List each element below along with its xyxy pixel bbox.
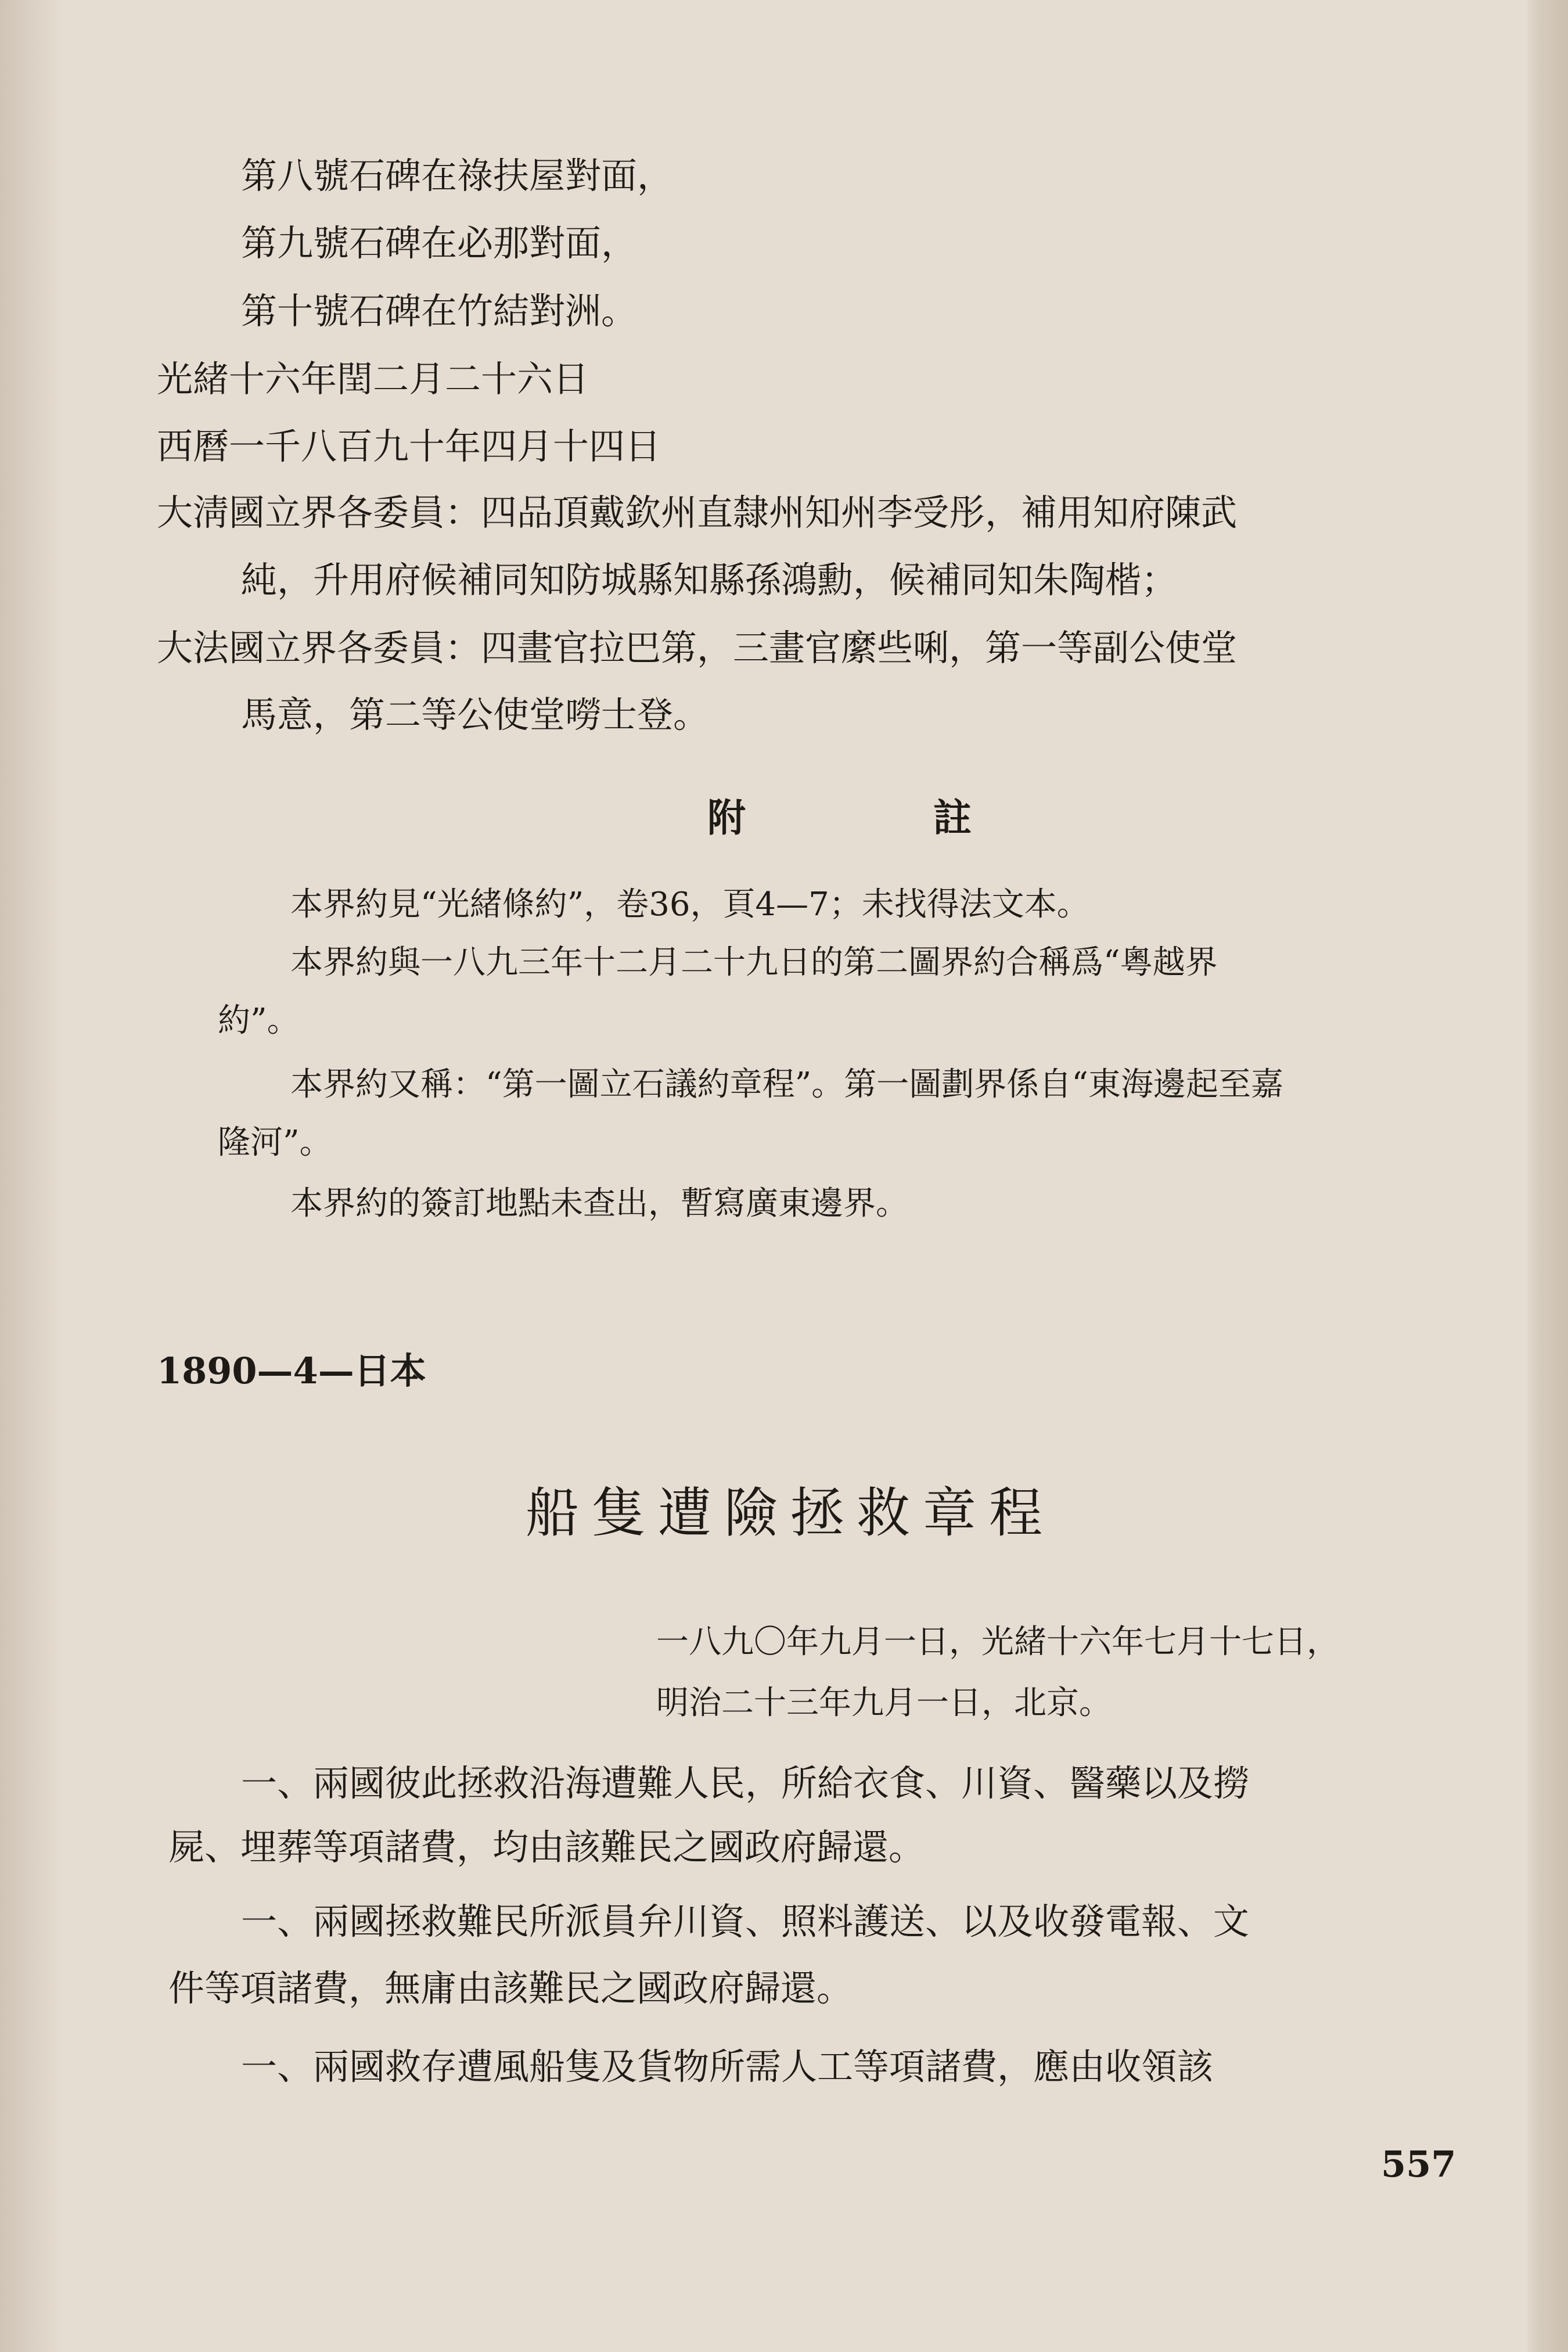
date-line: 西曆一千八百九十年四月十四日 bbox=[157, 425, 661, 467]
page-number: 557 bbox=[1381, 2143, 1456, 2185]
article-line: 屍、埋葬等項諸費，均由該難民之國政府歸還。 bbox=[168, 1826, 925, 1868]
facing-page-shadow bbox=[0, 0, 64, 2352]
note-line: 本界約又稱：“第一圖立石議約章程”。第一圖劃界係自“東海邊起至嘉 bbox=[290, 1066, 1283, 1103]
note-line: 隆河”。 bbox=[218, 1124, 332, 1161]
note-line: 約”。 bbox=[218, 1002, 300, 1040]
article-line: 件等項諸費，無庸由該難民之國政府歸還。 bbox=[168, 1967, 853, 2009]
text-line: 第十號石碑在竹結對洲。 bbox=[241, 290, 638, 332]
treaty-date-line: 明治二十三年九月一日，北京。 bbox=[656, 1684, 1112, 1722]
date-line: 光緒十六年閏二月二十六日 bbox=[157, 358, 589, 400]
article-line: 一、兩國彼此拯救沿海遭難人民，所給衣食、川資、醫藥以及撈 bbox=[241, 1762, 1250, 1804]
treaty-date-line: 一八九〇年九月一日，光緒十六年七月十七日， bbox=[656, 1623, 1339, 1661]
note-line: 本界約的簽訂地點未查出，暫寫廣東邊界。 bbox=[290, 1185, 908, 1222]
text-line: 第九號石碑在必那對面， bbox=[241, 222, 638, 264]
notes-heading: 附 註 bbox=[707, 795, 1059, 840]
note-line: 本界約見“光緒條約”，卷36，頁4—7；未找得法文本。 bbox=[290, 886, 1089, 923]
article-line: 一、兩國拯救難民所派員弁川資、照料護送、以及收發電報、文 bbox=[241, 1900, 1250, 1943]
article-line: 一、兩國救存遭風船隻及貨物所需人工等項諸費，應由收領該 bbox=[241, 2045, 1214, 2088]
text-line: 大法國立界各委員：四畫官拉巴第，三畫官縻些唎，第一等副公使堂 bbox=[157, 627, 1238, 669]
text-line: 大淸國立界各委員：四品頂戴欽州直隸州知州李受彤，補用知府陳武 bbox=[157, 491, 1238, 534]
book-binding-edge bbox=[1527, 0, 1568, 2352]
text-line: 純，升用府候補同知防城縣知縣孫鴻勳，候補同知朱陶楷； bbox=[241, 559, 1178, 601]
note-line: 本界約與一八九三年十二月二十九日的第二圖界約合稱爲“粵越界 bbox=[290, 944, 1218, 981]
section-code: 1890—4—日本 bbox=[157, 1350, 426, 1392]
text-line: 馬意，第二等公使堂嘮士登。 bbox=[241, 693, 710, 736]
treaty-title: 船隻遭險拯救章程 bbox=[526, 1482, 1056, 1544]
text-line: 第八號石碑在祿扶屋對面， bbox=[241, 154, 674, 197]
